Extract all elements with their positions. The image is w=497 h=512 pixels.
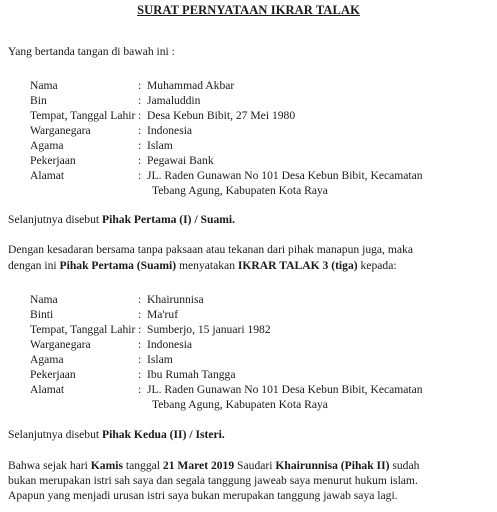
closing-line-3: Apapun yang menjadi urusan istri saya bukan merupakan tanggung jawab saya lagi.: [8, 489, 398, 502]
party1-value-religion: : Islam: [138, 139, 173, 152]
party1-label-birth: Tempat, Tanggal Lahir: [30, 109, 136, 122]
party1-label-address: Alamat: [30, 169, 65, 182]
party1-reference: Selanjutnya disebut Pihak Pertama (I) / Suami.: [8, 213, 236, 226]
party2-label-father: Binti: [30, 308, 54, 321]
declaration-line-2: dengan ini Pihak Pertama (Suami) menyatakan IKRAR TALAK 3 (tiga) kepada:: [8, 259, 397, 272]
party1-label-citizenship: Warganegara: [30, 124, 91, 137]
party2-label-citizenship: Warganegara: [30, 338, 91, 351]
party2-reference: Selanjutnya disebut Pihak Kedua (II) / Isteri.: [8, 428, 225, 441]
intro-text: Yang bertanda tangan di bawah ini :: [8, 45, 175, 58]
party2-label-name: Nama: [30, 293, 58, 306]
party2-value-citizenship: : Indonesia: [138, 338, 193, 351]
party2-value-address: : JL. Raden Gunawan No 101 Desa Kebun Bibit, Kecamatan: [138, 383, 423, 396]
party1-label-religion: Agama: [30, 139, 64, 152]
party1-label-occupation: Pekerjaan: [30, 154, 76, 167]
party2-value-birth: : Sumberjo, 15 januari 1982: [138, 323, 271, 336]
closing-line-2: bukan merupakan istri sah saya dan segala tanggung jaweab saya menurut hukum islam.: [8, 474, 418, 487]
closing-line-1: Bahwa sejak hari Kamis tanggal 21 Maret 2019 Saudari Khairunnisa (Pihak II) sudah: [8, 459, 420, 472]
declaration-line-1: Dengan kesadaran bersama tanpa paksaan atau tekanan dari pihak manapun juga, maka: [8, 243, 413, 256]
party1-address-continued: Tebang Agung, Kabupaten Kota Raya: [152, 184, 328, 197]
party1-value-birth: : Desa Kebun Bibit, 27 Mei 1980: [138, 109, 296, 122]
party2-address-continued: Tebang Agung, Kabupaten Kota Raya: [152, 398, 328, 411]
document-title: SURAT PERNYATAAN IKRAR TALAK: [137, 3, 360, 17]
party1-value-citizenship: : Indonesia: [138, 124, 193, 137]
party1-label-father: Bin: [30, 94, 47, 107]
party2-label-occupation: Pekerjaan: [30, 368, 76, 381]
party2-label-birth: Tempat, Tanggal Lahir: [30, 323, 136, 336]
party1-value-address: : JL. Raden Gunawan No 101 Desa Kebun Bibit, Kecamatan: [138, 169, 423, 182]
party1-value-father: : Jamaluddin: [138, 94, 201, 107]
party1-label-name: Nama: [30, 79, 58, 92]
party1-value-name: : Muhammad Akbar: [138, 79, 235, 92]
party2-value-father: : Ma'ruf: [138, 308, 179, 321]
party2-label-religion: Agama: [30, 353, 64, 366]
party2-value-religion: : Islam: [138, 353, 173, 366]
party2-value-occupation: : Ibu Rumah Tangga: [138, 368, 236, 381]
party1-value-occupation: : Pegawai Bank: [138, 154, 214, 167]
party2-value-name: : Khairunnisa: [138, 293, 204, 306]
party2-label-address: Alamat: [30, 383, 65, 396]
